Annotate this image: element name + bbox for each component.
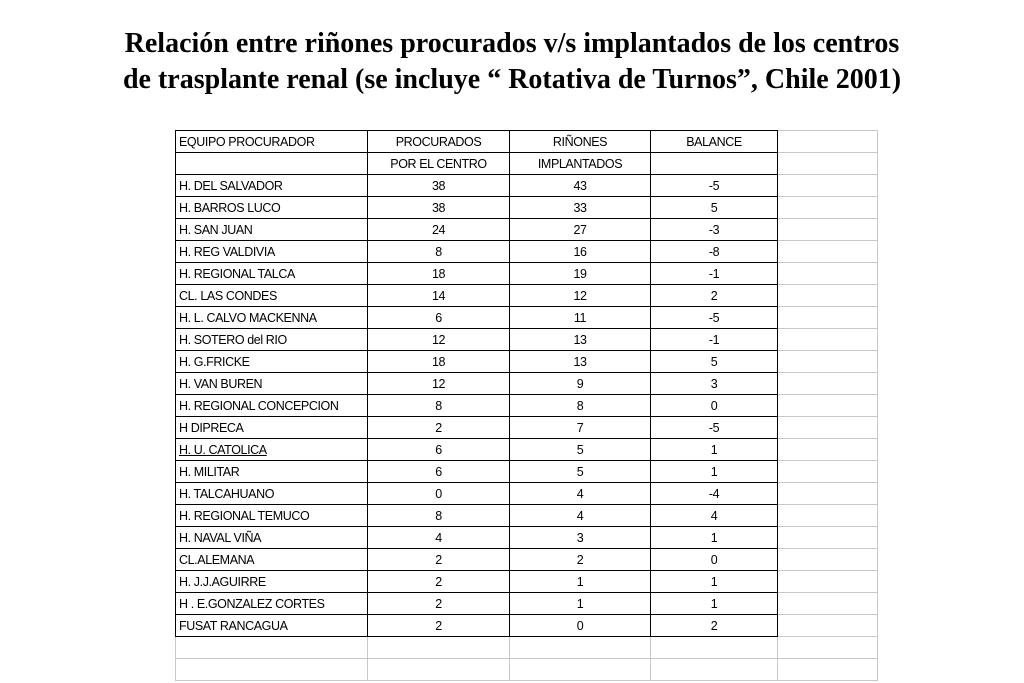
empty-cell	[778, 153, 878, 175]
cell-procurados: 2	[368, 417, 510, 439]
empty-cell	[651, 659, 778, 681]
empty-cell	[778, 263, 878, 285]
cell-equipo: H. J.J.AGUIRRE	[176, 571, 368, 593]
table-row	[176, 241, 878, 263]
cell-balance: -4	[651, 483, 778, 505]
table-row	[176, 549, 878, 571]
empty-cell	[778, 659, 878, 681]
cell-procurados: 8	[368, 505, 510, 527]
cell-balance: -1	[651, 329, 778, 351]
table-row	[176, 527, 878, 549]
header-balance-blank	[651, 153, 778, 175]
cell-equipo: H. SAN JUAN	[176, 219, 368, 241]
header-rinones-sub: IMPLANTADOS	[510, 153, 651, 175]
cell-equipo: FUSAT RANCAGUA	[176, 615, 368, 637]
empty-cell	[778, 615, 878, 637]
table-row	[176, 263, 878, 285]
cell-implantados: 2	[510, 549, 651, 571]
table-row	[176, 417, 878, 439]
cell-procurados: 14	[368, 285, 510, 307]
header-procurados-sub: POR EL CENTRO	[368, 153, 510, 175]
cell-equipo: H. BARROS LUCO	[176, 197, 368, 219]
cell-procurados: 12	[368, 373, 510, 395]
table-row	[176, 197, 878, 219]
cell-balance: 5	[651, 351, 778, 373]
cell-balance: 1	[651, 527, 778, 549]
empty-row	[176, 637, 878, 659]
cell-procurados: 2	[368, 593, 510, 615]
table-row	[176, 395, 878, 417]
cell-procurados: 4	[368, 527, 510, 549]
empty-cell	[368, 659, 510, 681]
empty-cell	[778, 527, 878, 549]
cell-implantados: 19	[510, 263, 651, 285]
cell-equipo: H DIPRECA	[176, 417, 368, 439]
cell-equipo: H. REGIONAL TALCA	[176, 263, 368, 285]
cell-equipo: H. REGIONAL CONCEPCION	[176, 395, 368, 417]
empty-cell	[176, 637, 368, 659]
cell-balance: 1	[651, 461, 778, 483]
cell-equipo: H. L. CALVO MACKENNA	[176, 307, 368, 329]
empty-cell	[778, 329, 878, 351]
cell-implantados: 1	[510, 593, 651, 615]
empty-cell	[778, 395, 878, 417]
cell-equipo: H. U. CATOLICA	[176, 439, 368, 461]
empty-cell	[778, 197, 878, 219]
empty-cell	[778, 549, 878, 571]
empty-cell	[778, 505, 878, 527]
header-row-2	[176, 153, 878, 175]
cell-implantados: 9	[510, 373, 651, 395]
cell-balance: 1	[651, 439, 778, 461]
table-row	[176, 571, 878, 593]
cell-equipo: H. REGIONAL TEMUCO	[176, 505, 368, 527]
cell-implantados: 7	[510, 417, 651, 439]
cell-balance: -1	[651, 263, 778, 285]
cell-implantados: 5	[510, 439, 651, 461]
empty-cell	[778, 219, 878, 241]
cell-procurados: 6	[368, 307, 510, 329]
table-row	[176, 373, 878, 395]
header-balance: BALANCE	[651, 131, 778, 153]
cell-balance: -5	[651, 307, 778, 329]
table-row	[176, 483, 878, 505]
table-row	[176, 175, 878, 197]
cell-procurados: 18	[368, 351, 510, 373]
cell-equipo: H. G.FRICKE	[176, 351, 368, 373]
cell-implantados: 11	[510, 307, 651, 329]
title-line-2: de trasplante renal (se incluye “ Rotativa de Turnos”, Chile 2001)	[122, 64, 902, 95]
cell-implantados: 13	[510, 351, 651, 373]
cell-equipo: H. SOTERO del RIO	[176, 329, 368, 351]
empty-cell	[368, 637, 510, 659]
cell-balance: 2	[651, 615, 778, 637]
table-row	[176, 505, 878, 527]
cell-balance: 2	[651, 285, 778, 307]
empty-cell	[778, 461, 878, 483]
cell-procurados: 8	[368, 395, 510, 417]
cell-equipo: CL. LAS CONDES	[176, 285, 368, 307]
empty-cell	[778, 241, 878, 263]
empty-cell	[778, 637, 878, 659]
table-row	[176, 351, 878, 373]
header-rinones: RIÑONES	[510, 131, 651, 153]
table-row	[176, 615, 878, 637]
table-row	[176, 439, 878, 461]
cell-balance: 1	[651, 593, 778, 615]
cell-implantados: 1	[510, 571, 651, 593]
empty-cell	[510, 637, 651, 659]
cell-balance: 5	[651, 197, 778, 219]
cell-procurados: 2	[368, 615, 510, 637]
table-row	[176, 593, 878, 615]
empty-cell	[651, 637, 778, 659]
empty-row	[176, 659, 878, 681]
cell-equipo: H . E.GONZALEZ CORTES	[176, 593, 368, 615]
cell-implantados: 8	[510, 395, 651, 417]
cell-balance: -3	[651, 219, 778, 241]
cell-implantados: 4	[510, 483, 651, 505]
cell-implantados: 0	[510, 615, 651, 637]
table-row	[176, 461, 878, 483]
cell-equipo: H. REG VALDIVIA	[176, 241, 368, 263]
empty-cell	[778, 417, 878, 439]
header-procurados: PROCURADOS	[368, 131, 510, 153]
empty-cell	[778, 351, 878, 373]
empty-cell	[778, 483, 878, 505]
cell-balance: -5	[651, 417, 778, 439]
page-title	[0, 26, 1024, 98]
cell-implantados: 12	[510, 285, 651, 307]
cell-implantados: 16	[510, 241, 651, 263]
table-row	[176, 307, 878, 329]
cell-balance: 0	[651, 549, 778, 571]
cell-procurados: 8	[368, 241, 510, 263]
cell-implantados: 3	[510, 527, 651, 549]
cell-procurados: 12	[368, 329, 510, 351]
empty-cell	[778, 131, 878, 153]
empty-cell	[510, 659, 651, 681]
cell-procurados: 24	[368, 219, 510, 241]
empty-cell	[778, 373, 878, 395]
cell-implantados: 5	[510, 461, 651, 483]
cell-equipo: CL.ALEMANA	[176, 549, 368, 571]
cell-procurados: 0	[368, 483, 510, 505]
cell-implantados: 43	[510, 175, 651, 197]
cell-equipo: H. VAN BUREN	[176, 373, 368, 395]
cell-implantados: 4	[510, 505, 651, 527]
cell-implantados: 33	[510, 197, 651, 219]
cell-procurados: 38	[368, 175, 510, 197]
empty-cell	[778, 571, 878, 593]
cell-equipo: H. TALCAHUANO	[176, 483, 368, 505]
table-row	[176, 219, 878, 241]
cell-procurados: 2	[368, 571, 510, 593]
cell-equipo: H. MILITAR	[176, 461, 368, 483]
empty-cell	[778, 439, 878, 461]
cell-equipo: H. DEL SALVADOR	[176, 175, 368, 197]
empty-cell	[778, 593, 878, 615]
cell-implantados: 13	[510, 329, 651, 351]
cell-implantados: 27	[510, 219, 651, 241]
title-line-1: Relación entre riñones procurados v/s implantados de los centros	[124, 28, 900, 59]
header-equipo: EQUIPO PROCURADOR	[176, 131, 368, 153]
cell-procurados: 18	[368, 263, 510, 285]
cell-balance: 4	[651, 505, 778, 527]
cell-balance: 0	[651, 395, 778, 417]
header-row-1	[176, 131, 878, 153]
empty-cell	[176, 659, 368, 681]
empty-cell	[778, 307, 878, 329]
empty-cell	[778, 175, 878, 197]
cell-balance: 1	[651, 571, 778, 593]
cell-procurados: 38	[368, 197, 510, 219]
cell-balance: -5	[651, 175, 778, 197]
cell-balance: 3	[651, 373, 778, 395]
empty-cell	[778, 285, 878, 307]
cell-balance: -8	[651, 241, 778, 263]
cell-equipo: H. NAVAL VIÑA	[176, 527, 368, 549]
header-equipo-blank	[176, 153, 368, 175]
cell-procurados: 6	[368, 461, 510, 483]
cell-procurados: 6	[368, 439, 510, 461]
spreadsheet-table	[175, 130, 878, 681]
table-row	[176, 329, 878, 351]
table-row	[176, 285, 878, 307]
cell-procurados: 2	[368, 549, 510, 571]
